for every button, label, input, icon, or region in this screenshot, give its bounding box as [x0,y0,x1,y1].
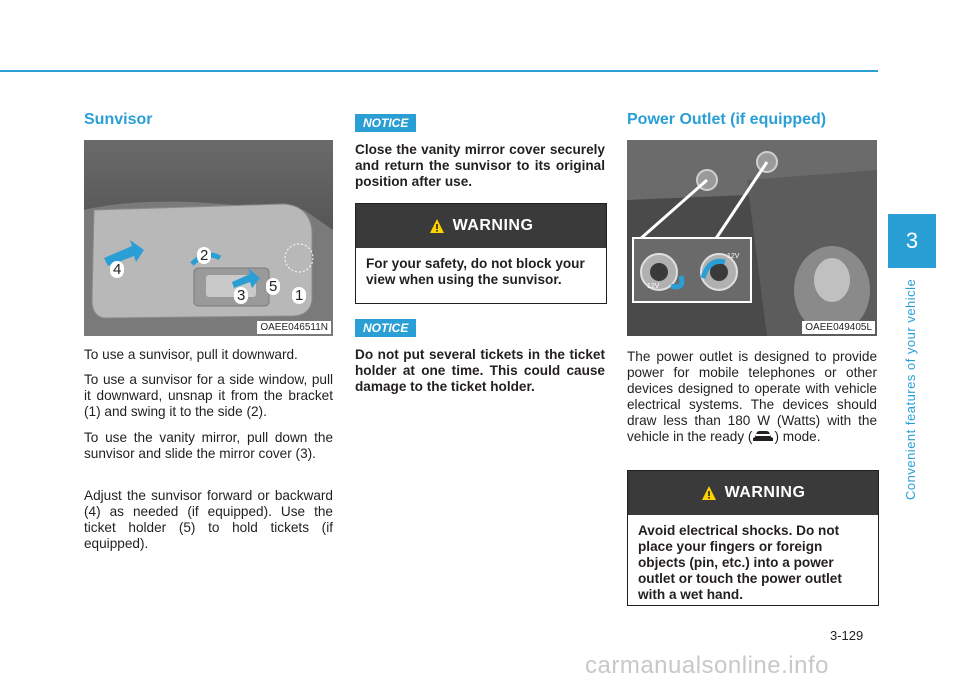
section-tab [888,214,936,268]
warning-text: For your safety, do not block your view when using the sunvisor. [366,256,585,287]
section-number: 3 [905,228,919,253]
sunvisor-paragraph-4: Adjust the sunvisor forward or backward (4) as needed (if equipped). Use the ticket holder (5) to hold tickets (if equipped). [84,488,333,551]
power-outlet-illustration [627,140,877,336]
callout-4: 4 [110,261,124,278]
header-rule [0,70,878,72]
sunvisor-image-caption: OAEE046511N [257,321,331,334]
callout-5: 5 [266,278,280,295]
power-outlet-text-before: The power outlet is designed to provide power for mobile telephones or other devices designed to operate with vehicle electrical systems. The devices should draw less than 180 W (Watts) with the vehicle in the ready ( [627,349,877,444]
sunvisor-paragraph-1: To use a sunvisor, pull it downward. [84,347,298,362]
warning-box-sunvisor [355,203,607,304]
warning-header-2 [628,471,878,515]
power-outlet-paragraph [627,349,877,445]
section-title: Convenient features of your vehicle [903,278,918,500]
power-outlet-image [627,140,877,336]
warning-header [356,204,606,248]
warning-text-2: Avoid electrical shocks. Do not place your fingers or foreign objects (pin, etc.) into a power outlet or touch the power outlet with a wet hand. [638,523,842,602]
car-ready-icon [752,429,774,443]
page-number: 3-129 [830,628,864,643]
outlet-label-2: 12V [727,253,740,260]
warning-triangle-icon [429,218,445,234]
sunvisor-paragraph-2: To use a sunvisor for a side window, pull it downward, unsnap it from the bracket (1) and swing it to the side (2). [84,372,333,419]
warning-label: WARNING [452,217,534,234]
callout-3: 3 [234,287,248,304]
notice-badge-2: NOTICE [355,319,416,337]
power-outlet-image-caption: OAEE049405L [802,321,875,334]
notice-badge-1: NOTICE [355,114,416,132]
notice-text-1: Close the vanity mirror cover securely and return the sunvisor to its original position after use. [355,142,605,189]
warning-box-power-outlet [627,470,879,606]
power-outlet-heading: Power Outlet (if equipped) [627,111,827,128]
watermark: carmanualsonline.info [585,652,829,679]
warning-label-2: WARNING [724,484,806,501]
sunvisor-image [84,140,333,336]
notice-text-2: Do not put several tickets in the ticket holder at one time. This could cause damage to the ticket holder. [355,347,605,394]
sunvisor-heading: Sunvisor [84,111,153,128]
power-outlet-text-after: ) mode. [774,429,821,444]
warning-triangle-icon [701,485,717,501]
outlet-label-1: 12V [647,283,660,290]
sunvisor-illustration [84,140,333,336]
callout-1: 1 [292,287,306,304]
sunvisor-paragraph-3: To use the vanity mirror, pull down the sunvisor and slide the mirror cover (3). [84,430,333,461]
callout-2: 2 [197,247,211,264]
